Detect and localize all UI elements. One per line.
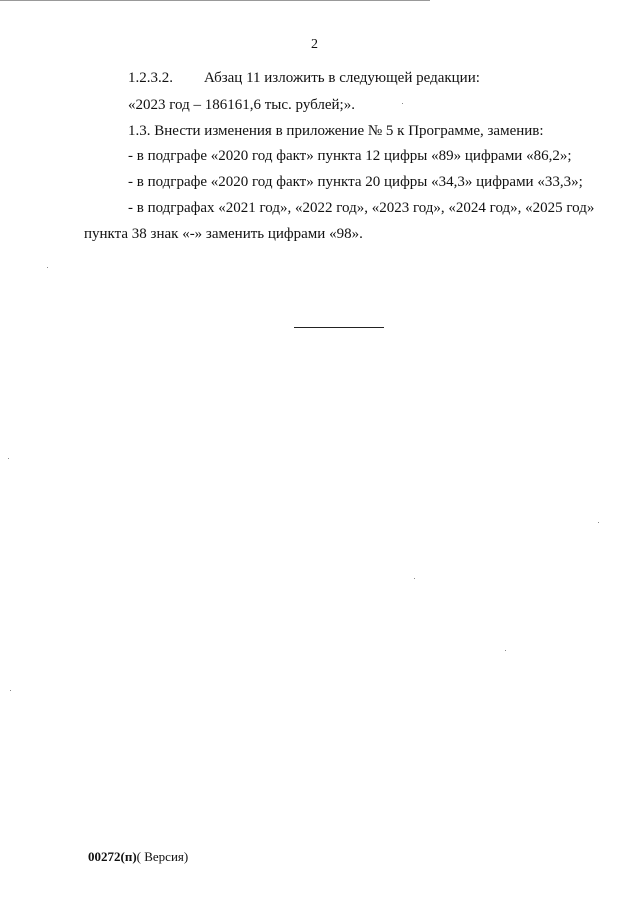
document-code: 00272(п) <box>88 849 137 864</box>
clause-number: 1.2.3.2. <box>128 70 173 86</box>
scan-speck <box>414 578 415 579</box>
clause-quote: «2023 год – 186161,6 тыс. рублей;». <box>128 97 355 113</box>
end-divider <box>294 327 384 328</box>
scan-speck <box>47 267 48 268</box>
scan-speck <box>10 690 11 691</box>
change-item-1: - в подграфе «2020 год факт» пункта 12 цифры «89» цифрами «86,2»; <box>128 148 572 164</box>
paragraph-1-2-3-2 <box>128 68 480 88</box>
scan-speck <box>402 103 403 104</box>
clause-text: Абзац 11 изложить в следующей редакции: <box>204 70 480 86</box>
document-version: ( Версия) <box>136 849 189 864</box>
change-item-3-continuation: пункта 38 знак «-» заменить цифрами «98». <box>84 226 363 242</box>
paragraph-1-3: 1.3. Внести изменения в приложение № 5 к Программе, заменив: <box>128 123 544 139</box>
scan-speck <box>505 650 506 651</box>
top-scan-edge <box>0 0 430 1</box>
change-item-3: - в подграфах «2021 год», «2022 год», «2023 год», «2024 год», «2025 год» <box>128 200 595 216</box>
scan-speck <box>598 522 599 523</box>
change-item-2: - в подграфе «2020 год факт» пункта 20 цифры «34,3» цифрами «33,3»; <box>128 174 583 190</box>
scan-speck <box>8 458 9 459</box>
page-number: 2 <box>311 37 318 52</box>
document-footer <box>88 849 188 865</box>
